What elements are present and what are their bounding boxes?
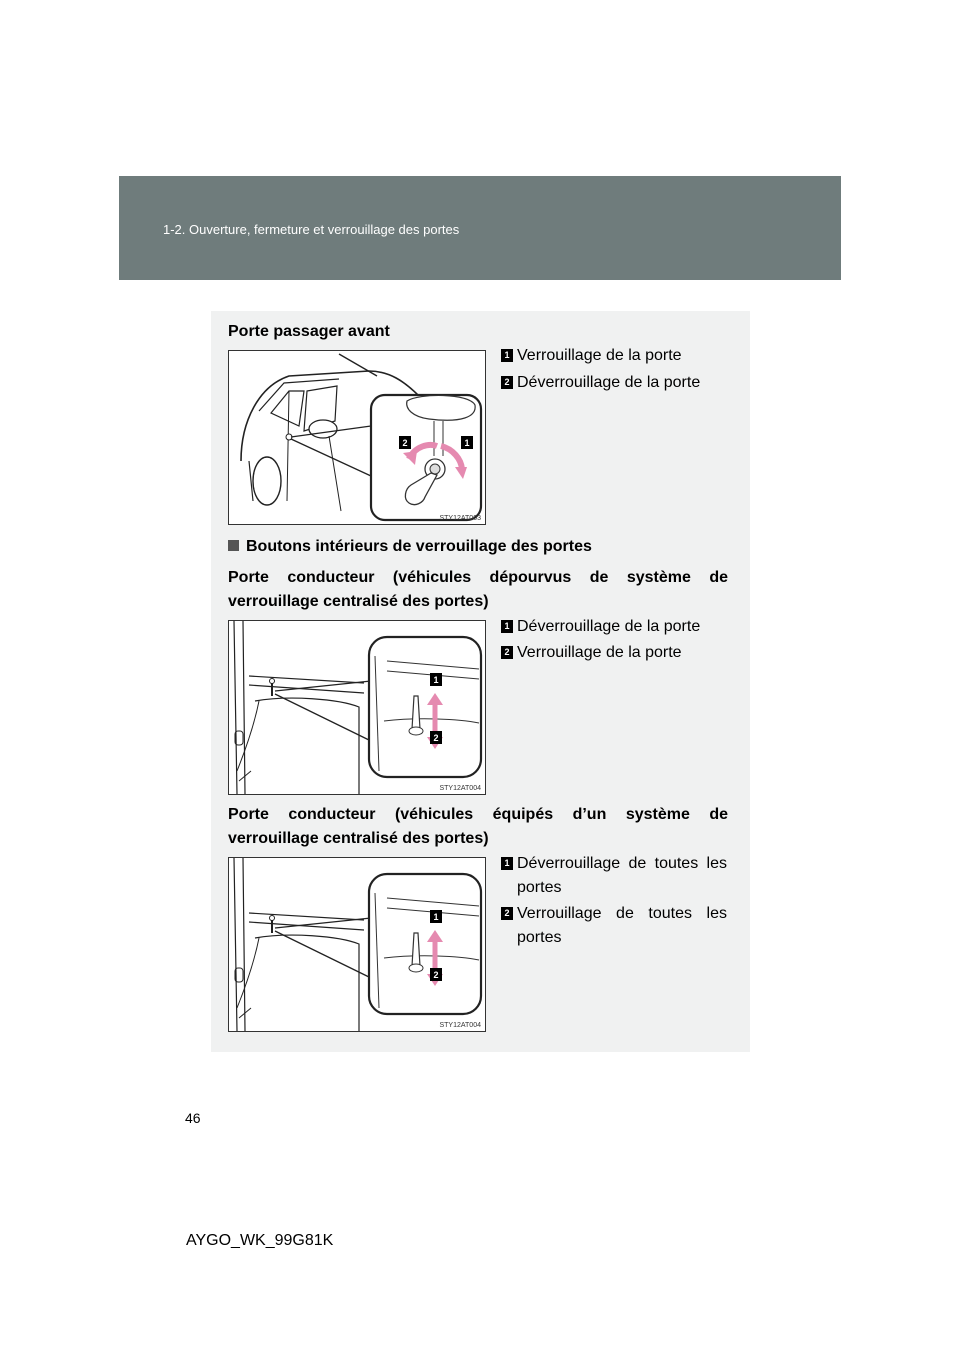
item-number-badge: 2 [501,376,513,389]
item-text: Verrouillage de la porte [517,347,682,364]
list-item [501,641,727,665]
driver-with-heading-line2: verrouillage centralisé des portes) [228,830,489,847]
door-lock-knob-illustration [229,858,485,1031]
document-code: AYGO_WK_99G81K [186,1232,334,1249]
section-title: 1-2. Ouverture, fermeture et verrouillage des portes [163,222,460,237]
item-text-line2: portes [517,929,562,946]
item-text: Déverrouillage de la porte [517,618,701,635]
interior-buttons-heading: Boutons intérieurs de verrouillage des portes [228,535,592,559]
svg-text:2: 2 [433,733,439,743]
list-item [501,902,727,950]
item-text-line1: Verrouillage de toutes les [517,905,727,922]
item-text: Verrouillage de la porte [517,644,682,661]
list-item [501,852,727,900]
square-bullet-icon [228,540,239,551]
svg-text:1: 1 [433,675,439,685]
svg-text:1: 1 [433,912,439,922]
section-header [119,176,841,280]
item-text-line1: Déverrouillage de toutes les [517,855,727,872]
door-lock-knob-illustration [229,621,485,794]
item-number-badge: 2 [501,646,513,659]
driver-with-figure [228,857,486,1032]
item-text-line2: portes [517,879,562,896]
svg-text:1: 1 [464,438,470,448]
driver-without-heading-line1: Porte conducteur (véhicules dépourvus de système de [228,569,728,586]
driver-without-figure [228,620,486,795]
list-item [501,344,727,368]
figure-code: STY12AT003 [439,515,481,522]
content-panel [211,311,750,1052]
item-number-badge: 1 [501,349,513,362]
page-number: 46 [185,1110,201,1126]
front-passenger-heading: Porte passager avant [228,323,390,340]
item-number-badge: 2 [501,907,513,920]
item-text: Déverrouillage de la porte [517,374,701,391]
figure-code: STY12AT004 [439,1022,481,1029]
list-item [501,371,727,395]
front-passenger-figure [228,350,486,525]
driver-with-heading-line1: Porte conducteur (véhicules équipés d’un système de [228,806,728,823]
driver-without-heading-line2: verrouillage centralisé des portes) [228,593,489,610]
figure-code: STY12AT004 [439,785,481,792]
item-number-badge: 1 [501,620,513,633]
list-item [501,615,727,639]
item-number-badge: 1 [501,857,513,870]
car-door-key-illustration [229,351,485,524]
svg-text:2: 2 [402,438,408,448]
svg-text:2: 2 [433,970,439,980]
